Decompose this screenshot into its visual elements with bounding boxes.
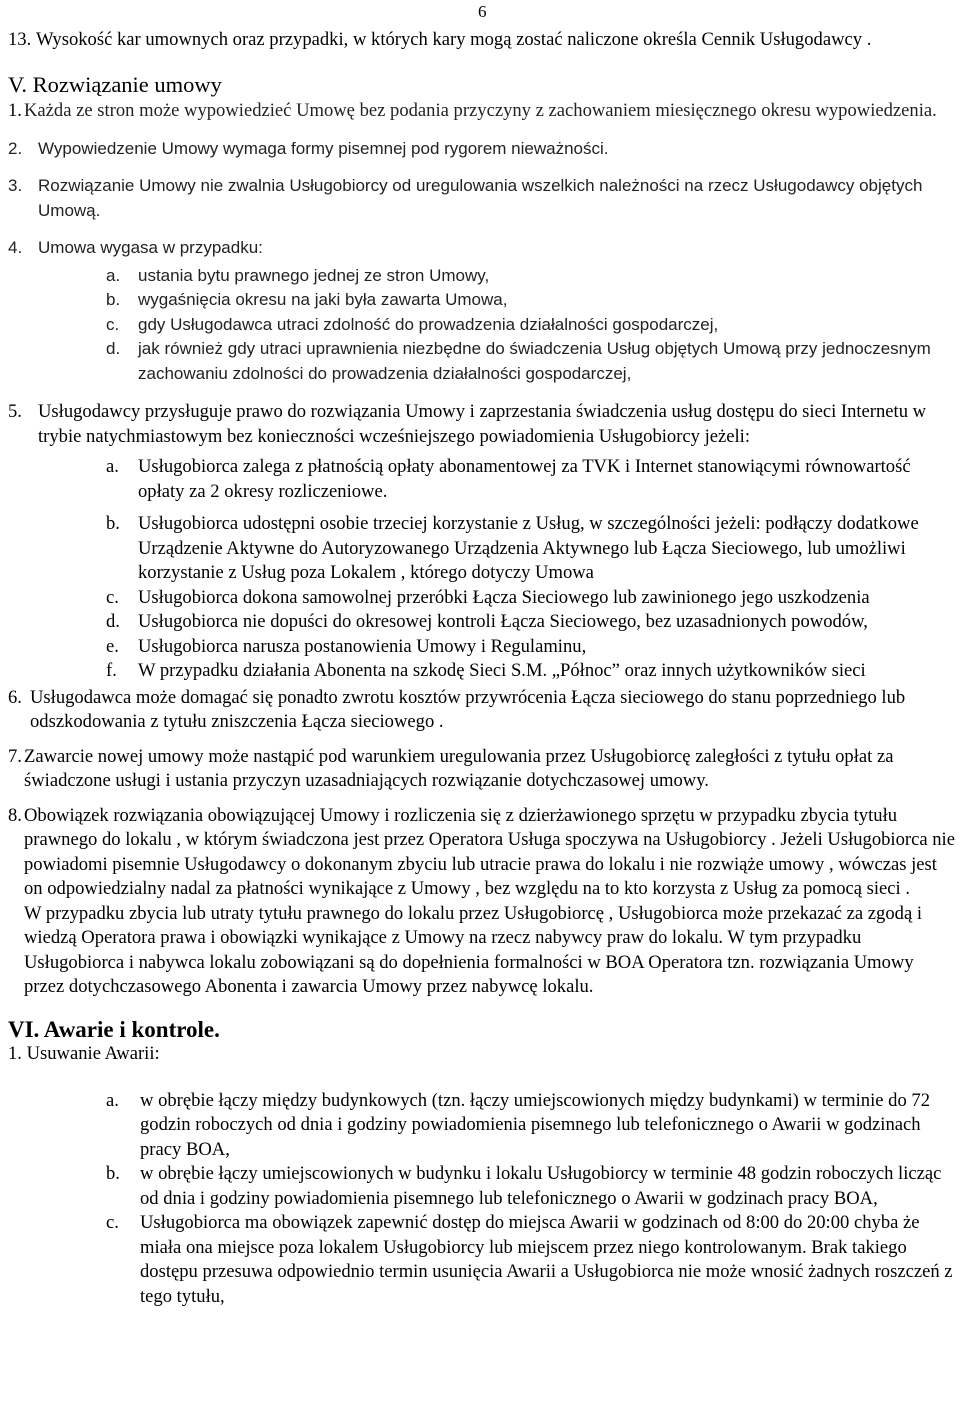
section-title-vi: VI. Awarie i kontrole.: [8, 1016, 220, 1042]
list-letter: b.: [106, 290, 121, 309]
section5-item-6: [8, 686, 956, 735]
list-text: jak również gdy utraci uprawnienia niezbędne do świadczenia Usług objętych Umową przy jednoczesnym zachowaniu zdolności do prowadzenia działalności gospodarczej,: [138, 339, 931, 383]
list-item: [106, 1162, 956, 1211]
item-number: 2.: [8, 138, 23, 158]
list-text: wygaśnięcia okresu na jaki była zawarta Umowa,: [138, 290, 508, 309]
item-text: Usługodawcy przysługuje prawo do rozwiązania Umowy i zaprzestania świadczenia usług dostępu do sieci Internetu w trybie natychmiastowym bez konieczności wcześniejszego powiadomienia Usługobiorcy jeżeli:: [38, 401, 927, 447]
item-text: Każda ze stron może wypowiedzieć Umowę bez podania przyczyny z zachowaniem miesięcznego okresu wypowiedzenia.: [24, 100, 937, 121]
list-letter: c.: [106, 314, 120, 334]
item-number: 7.: [8, 745, 22, 767]
section5-item-7: [8, 745, 956, 794]
list-item: [106, 610, 956, 635]
section5-item-4: [8, 236, 956, 261]
item-8-body: [24, 804, 956, 1000]
list-item: [106, 1211, 956, 1309]
list-item: [106, 313, 956, 338]
section5-item-3: [8, 174, 956, 223]
page-number: 6: [478, 2, 487, 21]
list-text: Usługobiorca ma obowiązek zapewnić dostęp do miejsca Awarii w godzinach od 8:00 do 20:00 chyba że miała ona miejsce poza lokalem Usługobiorcy lub miejscem przez niego kontrolowanym. Brak takiego dostępu przesuwa odpowiednio termin usunięcia Awarii a Usługobiorca nie może wnosić żadnych roszczeń z tego tytułu,: [140, 1212, 953, 1307]
section5-item-2: [8, 137, 956, 162]
section6-sublist: [8, 1089, 956, 1310]
list-item: [106, 659, 956, 684]
item-8-paragraph-1: Obowiązek rozwiązania obowiązującej Umowy i rozliczenia się z dzierżawionego sprzętu w przypadku zbycia tytułu prawnego do lokalu , w którym świadczona jest przez Operatora Usługa spoczywa na Usługobiorcy . Jeżeli Usługobiorca nie powiadomi pisemnie Usługodawcy o dokonanym zbyciu lub utracie prawa do lokalu i nie rozwiąże umowy , wówczas jest on odpowiedzialny nadal za płatności wynikające z Umowy , bez względu na to kto korzysta z Usług za pomocą sieci .: [24, 804, 955, 899]
list-letter: a.: [106, 1089, 119, 1111]
item-8-paragraph-2: W przypadku zbycia lub utraty tytułu prawnego do lokalu przez Usługobiorcę , Usługobiorca może przekazać za zgodą i wiedzą Operatora prawa i obowiązki wynikające z Umowy na rzecz nabywcy praw do lokalu. W tym przypadku Usługobiorca i nabywca lokalu zobowiązani są do dopełnienia formalności w BOA Operatora tzn. rozwiązania Umowy przez dotychczasowego Abonenta i zawarcia Umowy przez nabywcę lokalu.: [24, 902, 923, 997]
section5-item-8: [8, 804, 956, 1000]
list-text: Usługobiorca narusza postanowienia Umowy i Regulaminu,: [138, 635, 587, 657]
item-number: 1.: [8, 100, 22, 121]
list-item: [106, 337, 956, 386]
item5-sublist: [8, 455, 956, 684]
item-text: Usługodawca może domagać się ponadto zwrotu kosztów przywrócenia Łącza sieciowego do stanu poprzedniego lub odszkodowania z tytułu zniszczenia Łącza sieciowego .: [30, 686, 906, 732]
item-text: Umowa wygasa w przypadku:: [38, 238, 263, 257]
list-letter: e.: [106, 635, 119, 657]
list-letter: b.: [106, 513, 120, 534]
list-text: Usługobiorca dokona samowolnej przeróbki Łącza Sieciowego lub zawinionego jego uszkodzenia: [138, 586, 870, 608]
list-letter: f.: [106, 660, 117, 681]
list-item: [106, 1089, 956, 1163]
item-text: Wypowiedzenie Umowy wymaga formy pisemnej pod rygorem nieważności.: [38, 138, 609, 158]
document-page: [8, 6, 956, 1309]
list-item: [106, 264, 956, 289]
list-letter: a.: [106, 456, 119, 477]
item-number: 8.: [8, 804, 22, 826]
item-text: Wysokość kar umownych oraz przypadki, w których kary mogą zostać naliczone określa Cennik Usługodawcy .: [36, 29, 872, 50]
list-text: Usługobiorca udostępni osobie trzeciej korzystanie z Usług, w szczególności jeżeli: podłączy dodatkowe Urządzenie Aktywne do Autoryzowanego Urządzenia Aktywnego lub Łącza Sieciowego, lub umożliwi korzystanie z Usług poza Lokalem , którego dotyczy Umowa: [138, 513, 919, 583]
list-letter: c.: [106, 1212, 119, 1233]
item-number: 5.: [8, 401, 22, 422]
section5-item-5: [8, 400, 956, 449]
list-letter: d.: [106, 611, 120, 632]
item-number: 4.: [8, 238, 23, 257]
list-text: w obrębie łączy umiejscowionych w budynku i lokalu Usługobiorcy w terminie 48 godzin roboczych licząc od dnia i godziny powiadomienia pisemnego lub telefonicznego o Awarii w godzinach pracy BOA,: [140, 1163, 942, 1209]
item-13: [8, 28, 956, 53]
list-item: [106, 288, 956, 313]
list-item: [106, 586, 956, 611]
list-item: [106, 635, 956, 660]
list-item: [106, 512, 956, 586]
item-text: Rozwiązanie Umowy nie zwalnia Usługobiorcy od uregulowania wszelkich należności na rzecz Usługodawcy objętych Umową.: [38, 176, 923, 220]
list-item: [106, 455, 956, 504]
section-title-v: V. Rozwiązanie umowy: [8, 71, 222, 97]
list-letter: c.: [106, 586, 119, 608]
section6-item-1: 1. Usuwanie Awarii:: [8, 1043, 160, 1064]
list-text: Usługobiorca zalega z płatnością opłaty abonamentowej za TVK i Internet stanowiącymi równowartość opłaty za 2 okresy rozliczeniowe.: [138, 456, 911, 502]
list-letter: a.: [106, 265, 121, 285]
list-text: Usługobiorca nie dopuści do okresowej kontroli Łącza Sieciowego, bez uzasadnionych powodów,: [138, 611, 868, 632]
list-text: ustania bytu prawnego jednej ze stron Umowy,: [138, 265, 490, 285]
list-letter: d.: [106, 339, 121, 358]
list-text: gdy Usługodawca utraci zdolność do prowadzenia działalności gospodarczej,: [138, 314, 719, 334]
item-number: 6.: [8, 686, 22, 708]
item4-sublist: [8, 264, 956, 387]
item-text: Zawarcie nowej umowy może nastąpić pod warunkiem uregulowania przez Usługobiorcę zaległości z tytułu opłat za świadczone usługi i ustania przyczyn uzasadniających rozwiązanie dotychczasowej umowy.: [24, 745, 894, 791]
section5-item-1: [8, 99, 956, 124]
item-number: 13.: [8, 29, 32, 50]
item-number: 3.: [8, 176, 23, 195]
list-text: W przypadku działania Abonenta na szkodę Sieci S.M. „Północ” oraz innych użytkowników sieci: [138, 660, 866, 681]
list-letter: b.: [106, 1163, 120, 1184]
list-text: w obrębie łączy między budynkowych (tzn. łączy umiejscowionych między budynkami) w terminie do 72 godzin roboczych od dnia i godziny powiadomienia pisemnego lub telefonicznego o Awarii w godzinach pracy BOA,: [140, 1089, 931, 1160]
